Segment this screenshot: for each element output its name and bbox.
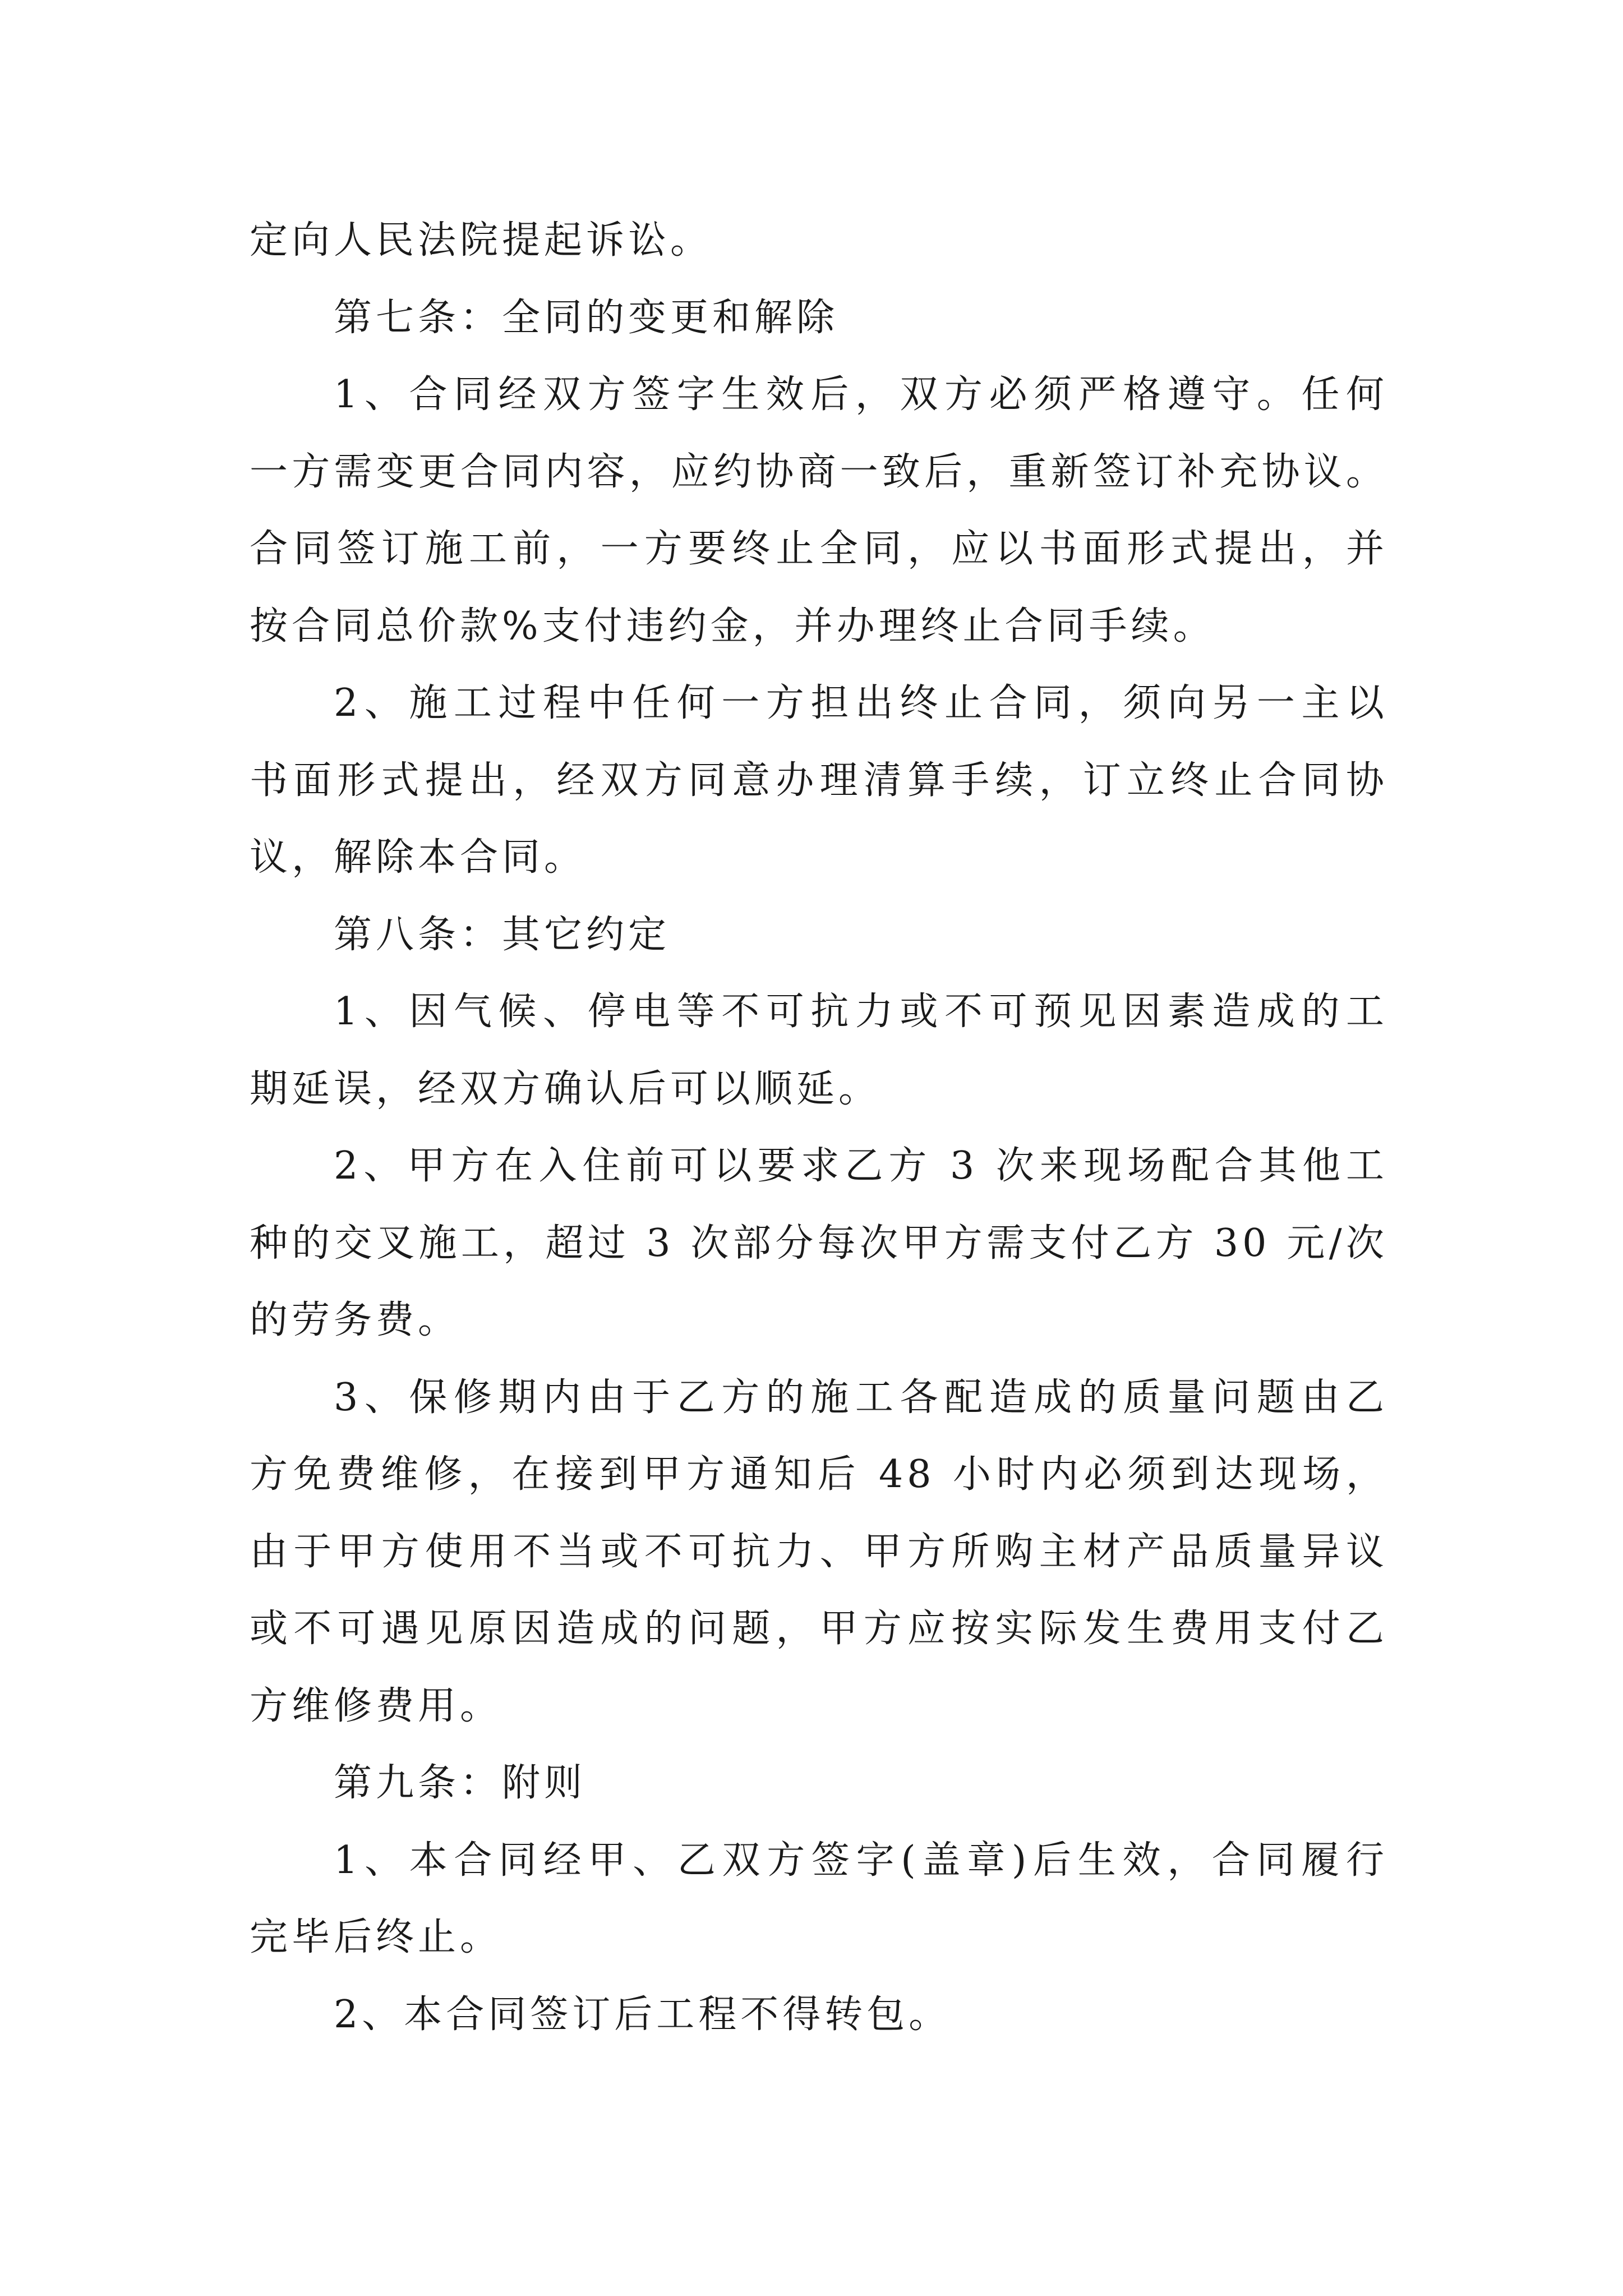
contract-body-text	[250, 202, 1388, 2053]
text-line: 1、因气候、停电等不可抗力或不可预见因素造成的工	[334, 990, 1388, 1034]
paragraph-article-9-item-1	[250, 1822, 1388, 1976]
paragraph-article-7-item-2	[250, 665, 1388, 896]
text-line: 3、保修期内由于乙方的施工各配造成的质量问题由乙	[334, 1375, 1388, 1420]
text-line: 一方需变更合同内容，应约协商一致后，重新签订补充协议。	[250, 449, 1388, 494]
paragraph-article-8-item-1	[250, 973, 1388, 1128]
text-line: 议，解除本合同。	[250, 835, 587, 880]
text-line: 方维修费用。	[250, 1683, 502, 1728]
text-line: 定向人民法院提起诉讼。	[250, 218, 713, 263]
text-line: 种的交叉施工，超过 3 次部分每次甲方需支付乙方 30 元/次	[250, 1221, 1388, 1266]
text-line: 2、本合同签订后工程不得转包。	[334, 1992, 951, 2037]
text-line: 书面形式提出，经双方同意办理清算手续，订立终止合同协	[250, 758, 1388, 803]
heading-article-8	[250, 896, 1388, 974]
text-line: 第七条：全同的变更和解除	[334, 295, 839, 340]
paragraph-article-8-item-2	[250, 1128, 1388, 1359]
text-line: 合同签订施工前，一方要终止全同，应以书面形式提出，并	[250, 527, 1388, 571]
text-line: 期延误，经双方确认后可以顺延。	[250, 1066, 881, 1111]
paragraph-article-7-item-1	[250, 356, 1388, 665]
text-line: 1、合同经双方签字生效后，双方必须严格遵守。任何	[334, 372, 1388, 417]
paragraph-litigation-clause	[250, 202, 1388, 279]
text-line: 2、甲方在入住前可以要求乙方 3 次来现场配合其他工	[334, 1144, 1388, 1188]
paragraph-article-8-item-3	[250, 1359, 1388, 1745]
text-line: 方免费维修，在接到甲方通知后 48 小时内必须到达现场，	[250, 1452, 1388, 1497]
paragraph-article-9-item-2	[250, 1976, 1388, 2054]
text-line: 由于甲方使用不当或不可抗力、甲方所购主材产品质量异议	[250, 1529, 1388, 1574]
text-line: 第八条：其它约定	[334, 912, 671, 957]
heading-article-9	[250, 1745, 1388, 1822]
text-line: 1、本合同经甲、乙双方签字(盖章)后生效，合同履行	[334, 1838, 1388, 1883]
text-line: 2、施工过程中任何一方担出终止合同，须向另一主以	[334, 681, 1388, 725]
text-line: 或不可遇见原因造成的问题，甲方应按实际发生费用支付乙	[250, 1607, 1388, 1651]
text-line: 第九条：附则	[334, 1761, 587, 1805]
text-line: 按合同总价款%支付违约金，并办理终止合同手续。	[250, 604, 1215, 648]
text-line: 的劳务费。	[250, 1298, 460, 1342]
heading-article-7	[250, 279, 1388, 357]
text-line: 完毕后终止。	[250, 1915, 502, 1959]
